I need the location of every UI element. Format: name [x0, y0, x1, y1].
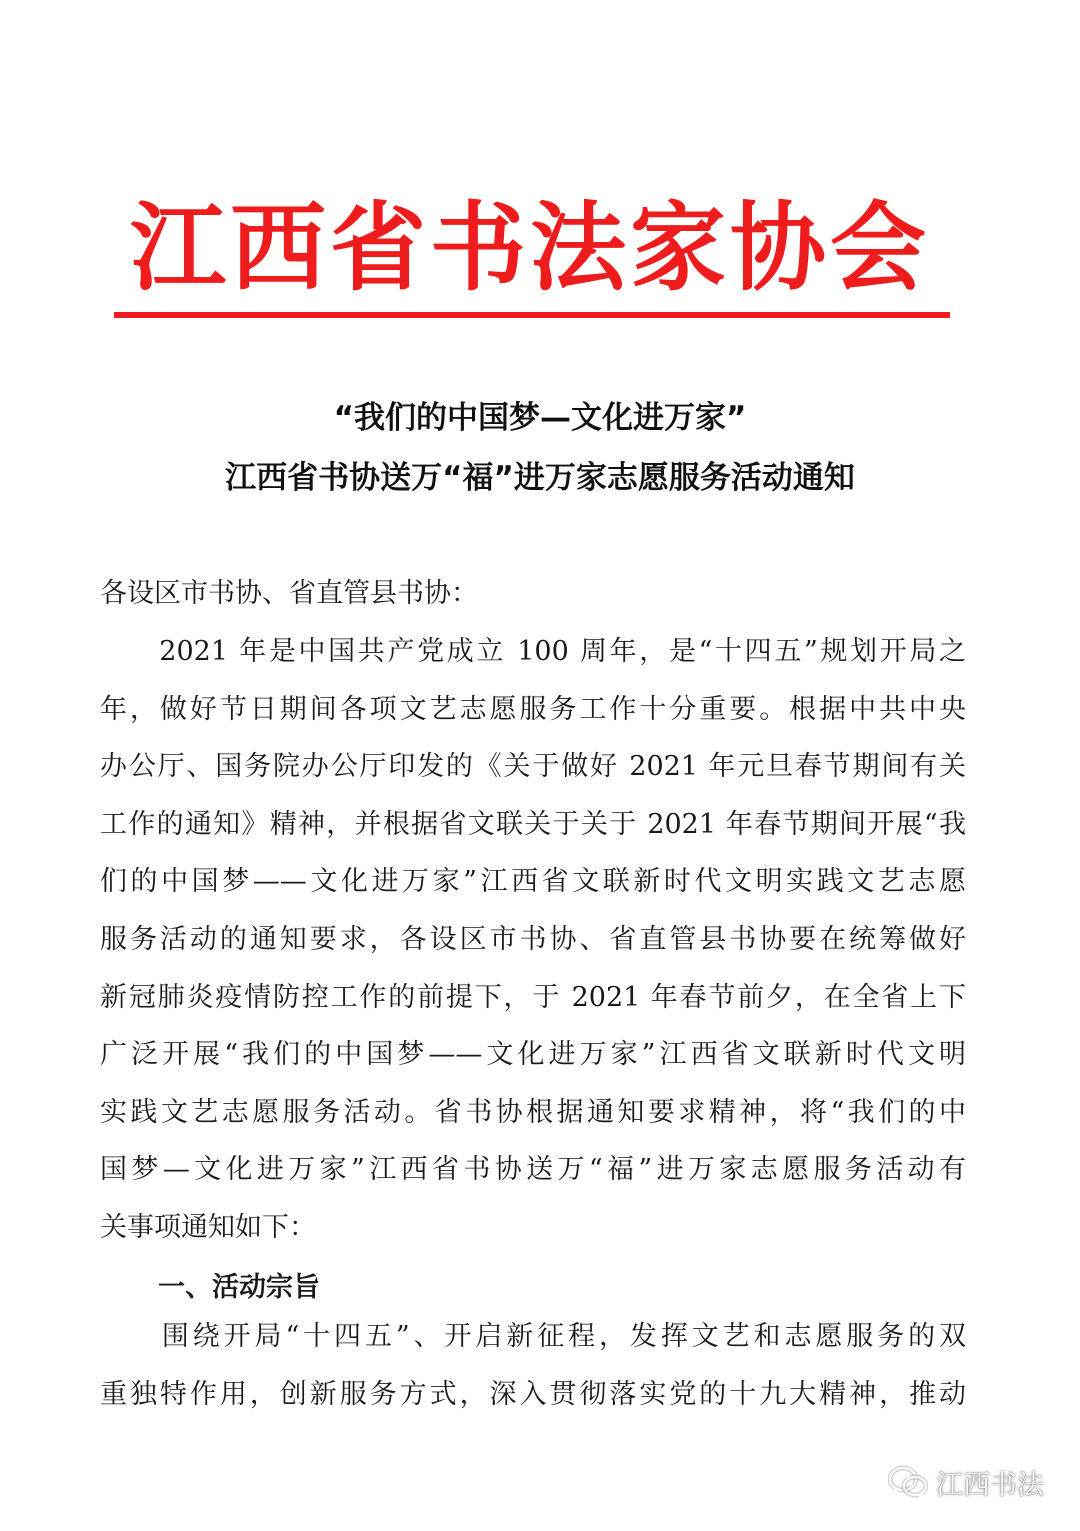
paragraph-line: 2021 年是中国共产党成立 100 周年，是“十四五”规划开局之 — [100, 636, 966, 667]
paragraph-line: 工作的通知》精神，并根据省文联关于关于 2021 年春节期间开展“我 — [100, 808, 966, 840]
paragraph-intro — [100, 623, 966, 1257]
document-title-line-1: “我们的中国梦—文化进万家” — [333, 400, 747, 436]
paragraph-line: 办公厅、国务院办公厅印发的《关于做好 2021 年元旦春节期间有关 — [100, 751, 966, 783]
wechat-watermark — [888, 1462, 1044, 1502]
wechat-icon — [888, 1465, 928, 1499]
paragraph-line: 们的中国梦——文化进万家”江西省文联新时代文明实践文艺志愿 — [100, 866, 966, 898]
document-title-line-2: 江西省书协送万“福”进万家志愿服务活动通知 — [225, 460, 855, 496]
paragraph-line: 新冠肺炎疫情防控工作的前提下，于 2021 年春节前夕，在全省上下 — [100, 981, 966, 1013]
salutation: 各设区市书协、省直管县书协： — [100, 578, 478, 609]
paragraph-line: 年，做好节日期间各项文艺志愿服务工作十分重要。根据中共中央 — [100, 693, 966, 725]
paragraph-purpose — [100, 1308, 966, 1423]
paragraph-line: 关事项通知如下： — [100, 1211, 316, 1243]
section-heading: 一、活动宗旨 — [158, 1272, 320, 1303]
paragraph-line: 服务活动的通知要求，各设区市书协、省直管县书协要在统筹做好 — [100, 923, 966, 955]
paragraph-line: 国梦—文化进万家”江西省书协送万“福”进万家志愿服务活动有 — [100, 1154, 966, 1186]
paragraph-line: 实践文艺志愿服务活动。省书协根据通知要求精神，将“我们的中 — [100, 1096, 966, 1128]
paragraph-line: 广泛开展“我们的中国梦——文化进万家”江西省文联新时代文明 — [100, 1039, 966, 1071]
red-header-rule — [114, 312, 950, 318]
watermark-text: 江西书法 — [936, 1469, 1044, 1501]
paragraph-line: 围绕开局“十四五”、开启新征程，发挥文艺和志愿服务的双 — [100, 1321, 966, 1352]
paragraph-line: 重独特作用，创新服务方式，深入贯彻落实党的十九大精神，推动 — [100, 1378, 966, 1410]
org-header-title: 江西省书法家协会 — [130, 192, 930, 304]
